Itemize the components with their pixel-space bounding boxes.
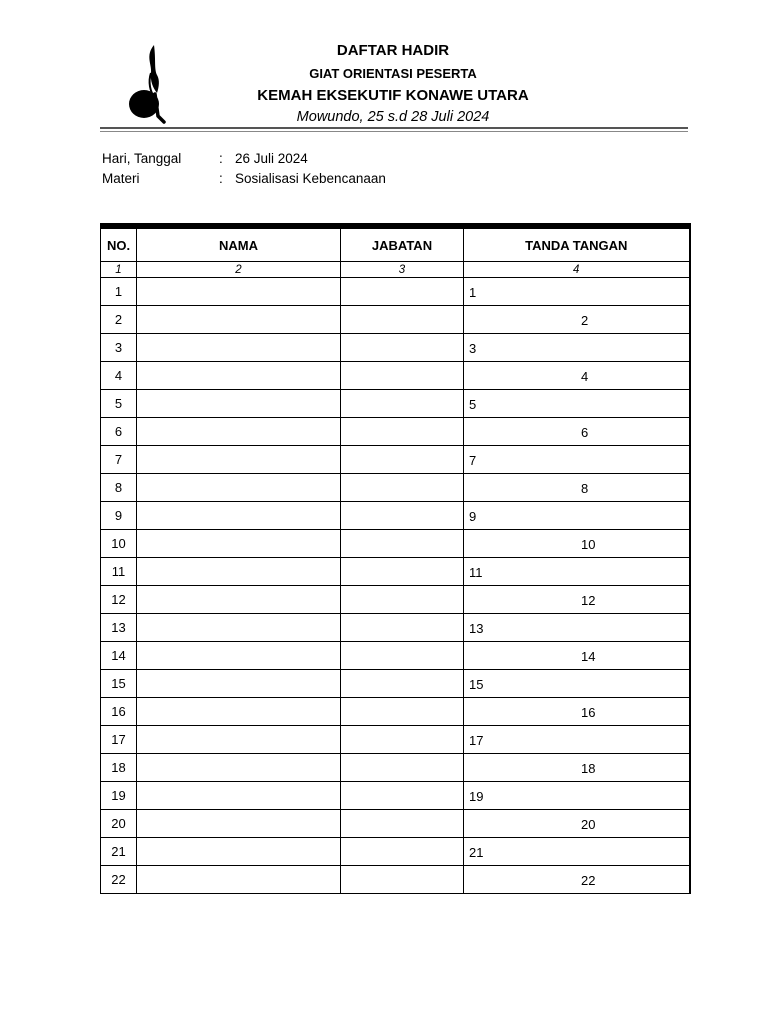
row-number: 20 bbox=[101, 810, 137, 838]
name-cell[interactable] bbox=[137, 586, 341, 614]
signature-cell[interactable] bbox=[464, 754, 690, 782]
position-cell[interactable] bbox=[341, 614, 464, 642]
row-number: 12 bbox=[101, 586, 137, 614]
table-row bbox=[101, 754, 690, 782]
table-row bbox=[101, 306, 690, 334]
table-row bbox=[101, 418, 690, 446]
signature-number: 8 bbox=[581, 481, 589, 496]
name-cell[interactable] bbox=[137, 502, 341, 530]
name-cell[interactable] bbox=[137, 474, 341, 502]
name-cell[interactable] bbox=[137, 838, 341, 866]
signature-number: 6 bbox=[581, 425, 589, 440]
row-number: 3 bbox=[101, 334, 137, 362]
table-header-row bbox=[101, 226, 690, 262]
position-cell[interactable] bbox=[341, 642, 464, 670]
name-cell[interactable] bbox=[137, 362, 341, 390]
signature-cell[interactable] bbox=[464, 838, 690, 866]
row-number: 16 bbox=[101, 698, 137, 726]
row-number: 14 bbox=[101, 642, 137, 670]
row-number: 18 bbox=[101, 754, 137, 782]
row-number: 8 bbox=[101, 474, 137, 502]
signature-cell[interactable] bbox=[464, 782, 690, 810]
header-rule-thick bbox=[100, 127, 688, 129]
position-cell[interactable] bbox=[341, 418, 464, 446]
signature-cell[interactable] bbox=[464, 614, 690, 642]
row-number: 22 bbox=[101, 866, 137, 894]
name-cell[interactable] bbox=[137, 670, 341, 698]
signature-number: 5 bbox=[469, 397, 477, 412]
position-cell[interactable] bbox=[341, 474, 464, 502]
signature-number: 4 bbox=[581, 369, 589, 384]
topic-value: Sosialisasi Kebencanaan bbox=[235, 171, 386, 186]
day-label: Hari, Tanggal bbox=[102, 151, 182, 166]
signature-cell[interactable] bbox=[464, 726, 690, 754]
table-row bbox=[101, 614, 690, 642]
header-position: JABATAN bbox=[341, 226, 464, 262]
row-number: 1 bbox=[101, 278, 137, 306]
table-row bbox=[101, 726, 690, 754]
row-number: 4 bbox=[101, 362, 137, 390]
column-number: 2 bbox=[137, 262, 341, 278]
signature-number: 7 bbox=[469, 453, 477, 468]
table-row bbox=[101, 278, 690, 306]
row-number: 19 bbox=[101, 782, 137, 810]
position-cell[interactable] bbox=[341, 866, 464, 894]
name-cell[interactable] bbox=[137, 698, 341, 726]
attendance-table bbox=[100, 223, 691, 894]
name-cell[interactable] bbox=[137, 726, 341, 754]
header-rule-thin bbox=[100, 131, 688, 132]
row-number: 21 bbox=[101, 838, 137, 866]
signature-number: 21 bbox=[469, 845, 484, 860]
row-number: 6 bbox=[101, 418, 137, 446]
signature-cell[interactable] bbox=[464, 558, 690, 586]
name-cell[interactable] bbox=[137, 418, 341, 446]
position-cell[interactable] bbox=[341, 586, 464, 614]
position-cell[interactable] bbox=[341, 726, 464, 754]
signature-cell[interactable] bbox=[464, 866, 690, 894]
row-number: 17 bbox=[101, 726, 137, 754]
table-row bbox=[101, 838, 690, 866]
row-number: 2 bbox=[101, 306, 137, 334]
row-number: 9 bbox=[101, 502, 137, 530]
signature-cell[interactable] bbox=[464, 530, 690, 558]
table-row bbox=[101, 670, 690, 698]
table-row bbox=[101, 362, 690, 390]
row-number: 7 bbox=[101, 446, 137, 474]
name-cell[interactable] bbox=[137, 278, 341, 306]
name-cell[interactable] bbox=[137, 642, 341, 670]
topic-label: Materi bbox=[102, 171, 140, 186]
signature-number: 3 bbox=[469, 341, 477, 356]
table-row bbox=[101, 810, 690, 838]
signature-cell[interactable] bbox=[464, 474, 690, 502]
signature-cell[interactable] bbox=[464, 670, 690, 698]
table-row bbox=[101, 866, 690, 894]
name-cell[interactable] bbox=[137, 306, 341, 334]
place-date: Mowundo, 25 s.d 28 Juli 2024 bbox=[296, 109, 490, 125]
signature-cell[interactable] bbox=[464, 390, 690, 418]
name-cell[interactable] bbox=[137, 530, 341, 558]
name-cell[interactable] bbox=[137, 866, 341, 894]
row-number: 13 bbox=[101, 614, 137, 642]
name-cell[interactable] bbox=[137, 782, 341, 810]
document-subtitle: GIAT ORIENTASI PESERTA bbox=[309, 66, 477, 81]
table-row bbox=[101, 642, 690, 670]
signature-number: 2 bbox=[581, 313, 589, 328]
name-cell[interactable] bbox=[137, 754, 341, 782]
position-cell[interactable] bbox=[341, 698, 464, 726]
signature-cell[interactable] bbox=[464, 810, 690, 838]
table-row bbox=[101, 474, 690, 502]
table-row bbox=[101, 334, 690, 362]
column-number-row bbox=[101, 262, 690, 278]
signature-number: 20 bbox=[581, 817, 596, 832]
position-cell[interactable] bbox=[341, 670, 464, 698]
event-name: KEMAH EKSEKUTIF KONAWE UTARA bbox=[257, 87, 529, 104]
name-cell[interactable] bbox=[137, 558, 341, 586]
header-no: NO. bbox=[101, 226, 137, 262]
name-cell[interactable] bbox=[137, 614, 341, 642]
day-value: 26 Juli 2024 bbox=[235, 151, 308, 166]
signature-number: 16 bbox=[581, 705, 596, 720]
position-cell[interactable] bbox=[341, 502, 464, 530]
column-number: 4 bbox=[464, 262, 690, 278]
position-cell[interactable] bbox=[341, 782, 464, 810]
column-number: 3 bbox=[341, 262, 464, 278]
row-number: 5 bbox=[101, 390, 137, 418]
table-row bbox=[101, 782, 690, 810]
signature-cell[interactable] bbox=[464, 334, 690, 362]
column-number: 1 bbox=[101, 262, 137, 278]
table-row bbox=[101, 502, 690, 530]
day-separator: : bbox=[219, 151, 223, 166]
table-row bbox=[101, 446, 690, 474]
position-cell[interactable] bbox=[341, 390, 464, 418]
row-number: 10 bbox=[101, 530, 137, 558]
signature-number: 18 bbox=[581, 761, 596, 776]
header-signature: TANDA TANGAN bbox=[464, 226, 690, 262]
signature-cell[interactable] bbox=[464, 418, 690, 446]
document-title: DAFTAR HADIR bbox=[336, 42, 450, 59]
signature-cell[interactable] bbox=[464, 502, 690, 530]
signature-cell[interactable] bbox=[464, 698, 690, 726]
attendance-rows bbox=[101, 278, 690, 894]
signature-cell[interactable] bbox=[464, 446, 690, 474]
signature-cell[interactable] bbox=[464, 642, 690, 670]
signature-number: 1 bbox=[469, 285, 477, 300]
position-cell[interactable] bbox=[341, 530, 464, 558]
position-cell[interactable] bbox=[341, 278, 464, 306]
signature-number: 15 bbox=[469, 677, 484, 692]
table-row bbox=[101, 558, 690, 586]
name-cell[interactable] bbox=[137, 810, 341, 838]
header-name: NAMA bbox=[137, 226, 341, 262]
position-cell[interactable] bbox=[341, 810, 464, 838]
signature-number: 11 bbox=[469, 565, 483, 580]
signature-cell[interactable] bbox=[464, 278, 690, 306]
table-row bbox=[101, 530, 690, 558]
signature-number: 22 bbox=[581, 873, 596, 888]
signature-cell[interactable] bbox=[464, 306, 690, 334]
name-cell[interactable] bbox=[137, 446, 341, 474]
row-number: 15 bbox=[101, 670, 137, 698]
position-cell[interactable] bbox=[341, 558, 464, 586]
table-row bbox=[101, 586, 690, 614]
signature-number: 12 bbox=[581, 593, 596, 608]
signature-number: 14 bbox=[581, 649, 596, 664]
signature-cell[interactable] bbox=[464, 362, 690, 390]
signature-cell[interactable] bbox=[464, 586, 690, 614]
table-row bbox=[101, 390, 690, 418]
position-cell[interactable] bbox=[341, 362, 464, 390]
position-cell[interactable] bbox=[341, 754, 464, 782]
signature-number: 17 bbox=[469, 733, 484, 748]
position-cell[interactable] bbox=[341, 838, 464, 866]
position-cell[interactable] bbox=[341, 446, 464, 474]
row-number: 11 bbox=[101, 558, 137, 586]
signature-number: 19 bbox=[469, 789, 484, 804]
table-row bbox=[101, 698, 690, 726]
name-cell[interactable] bbox=[137, 390, 341, 418]
name-cell[interactable] bbox=[137, 334, 341, 362]
topic-separator: : bbox=[219, 171, 223, 186]
position-cell[interactable] bbox=[341, 306, 464, 334]
signature-number: 9 bbox=[469, 509, 477, 524]
signature-number: 13 bbox=[469, 621, 484, 636]
signature-number: 10 bbox=[581, 537, 596, 552]
position-cell[interactable] bbox=[341, 334, 464, 362]
